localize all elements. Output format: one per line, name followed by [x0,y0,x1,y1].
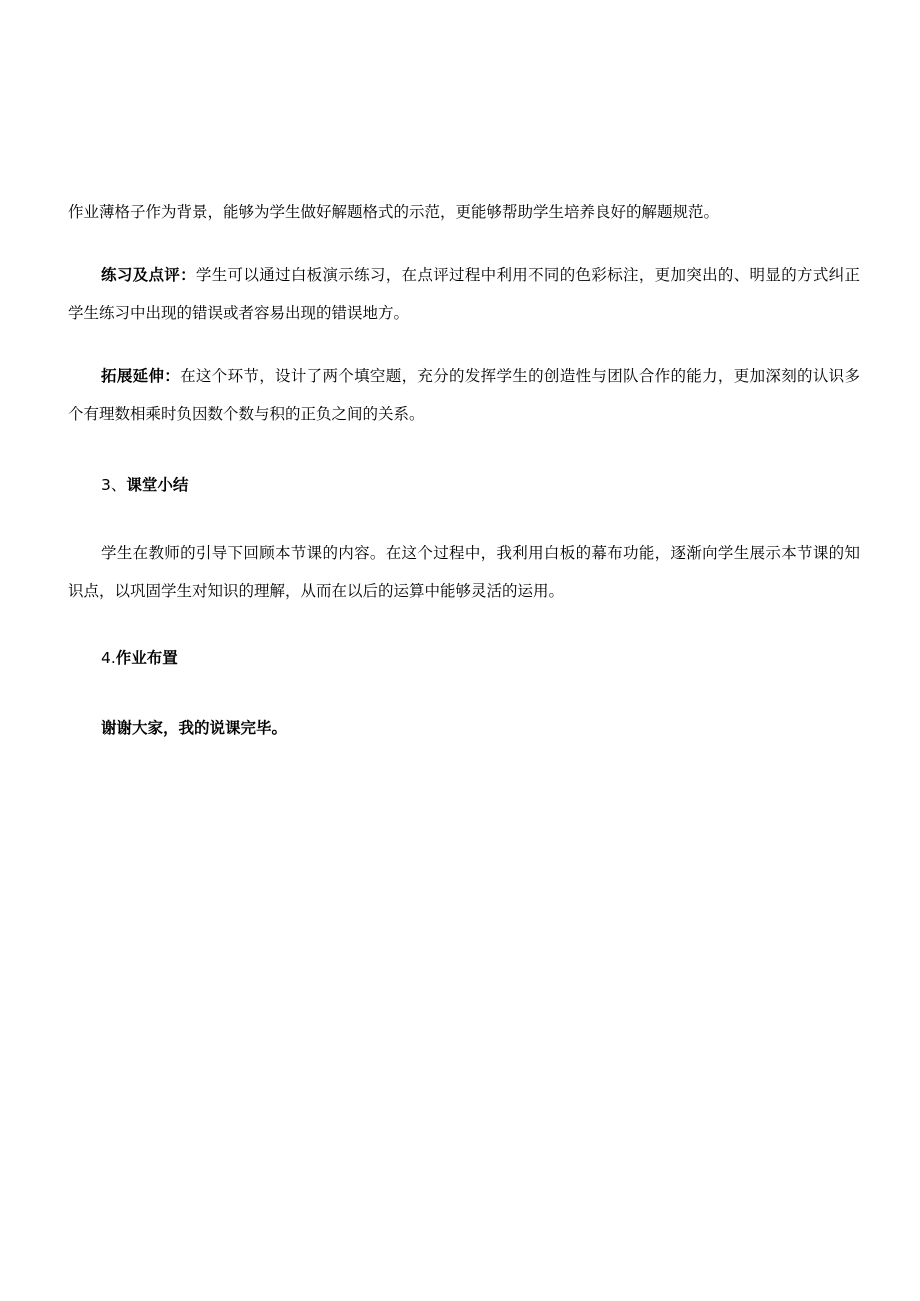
paragraph-text: 在这个环节，设计了两个填空题，充分的发挥学生的创造性与团队合作的能力，更加深刻的认识多个有理数相乘时负因数个数与积的正负之间的关系。 [68,367,860,423]
paragraph-text: 学生在教师的引导下回顾本节课的内容。在这个过程中，我利用白板的幕布功能，逐渐向学生展示本节课的知识点，以巩固学生对知识的理解，从而在以后的运算中能够灵活的运用。 [68,544,860,600]
section-heading-practice-review: 练习及点评 [101,266,181,284]
section-title: 课堂小结 [126,476,189,494]
paragraph-text: 作业薄格子作为背景，能够为学生做好解题格式的示范，更能够帮助学生培养良好的解题规范。 [68,203,720,221]
paragraph-text: 谢谢大家，我的说课完毕。 [101,719,288,737]
paragraph-grid-background [68,193,860,231]
paragraph-practice-review [68,256,860,332]
section-number: 4. [101,649,116,667]
closing-remark [68,709,860,747]
paragraph-text: 学生可以通过白板演示练习，在点评过程中利用不同的色彩标注，更加突出的、明显的方式纠正学生练习中出现的错误或者容易出现的错误地方。 [68,266,860,322]
section-title: 作业布置 [115,649,178,667]
heading-separator: ： [180,266,196,284]
section-heading-extension: 拓展延伸 [101,367,165,385]
section-heading-homework [68,639,860,677]
section-heading-summary [68,466,860,504]
paragraph-summary [68,534,860,610]
paragraph-extension [68,357,860,433]
section-number: 3、 [101,476,127,494]
heading-separator: ： [164,367,181,385]
